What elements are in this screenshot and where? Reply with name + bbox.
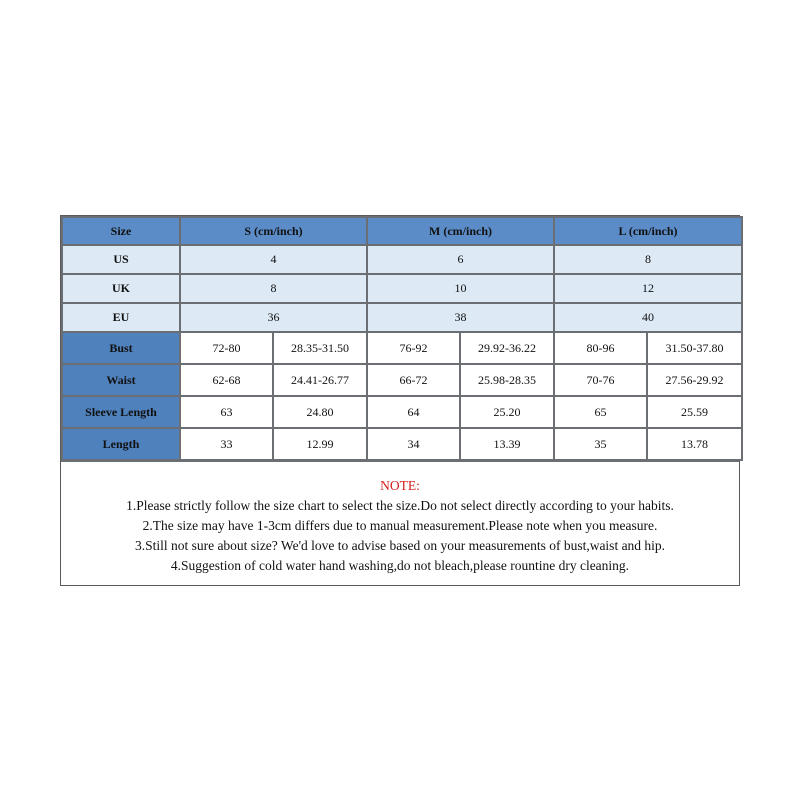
cell: 25.20 bbox=[460, 396, 554, 428]
row-label: Length bbox=[62, 428, 180, 460]
cell: 6 bbox=[367, 245, 554, 274]
cell: 33 bbox=[180, 428, 273, 460]
cell: 76-92 bbox=[367, 332, 460, 364]
cell: 63 bbox=[180, 396, 273, 428]
cell: 27.56-29.92 bbox=[647, 364, 742, 396]
row-label: Waist bbox=[62, 364, 180, 396]
cell: 25.59 bbox=[647, 396, 742, 428]
row-length bbox=[62, 428, 742, 460]
cell: 8 bbox=[554, 245, 742, 274]
row-label: UK bbox=[62, 274, 180, 303]
row-label: Bust bbox=[62, 332, 180, 364]
cell: 24.41-26.77 bbox=[273, 364, 367, 396]
row-label: US bbox=[62, 245, 180, 274]
cell: 36 bbox=[180, 303, 367, 332]
cell: 29.92-36.22 bbox=[460, 332, 554, 364]
row-sleeve-length bbox=[62, 396, 742, 428]
note-title: NOTE: bbox=[380, 478, 420, 493]
header-row bbox=[62, 217, 742, 245]
cell: 8 bbox=[180, 274, 367, 303]
cell: 72-80 bbox=[180, 332, 273, 364]
cell: 38 bbox=[367, 303, 554, 332]
cell: 34 bbox=[367, 428, 460, 460]
row-eu bbox=[62, 303, 742, 332]
note-line: 3.Still not sure about size? We'd love to advise based on your measurements of bust,waist and hip. bbox=[134, 538, 666, 553]
cell: 28.35-31.50 bbox=[273, 332, 367, 364]
cell: 70-76 bbox=[554, 364, 647, 396]
cell: 66-72 bbox=[367, 364, 460, 396]
cell: 80-96 bbox=[554, 332, 647, 364]
cell: 4 bbox=[180, 245, 367, 274]
cell: 12.99 bbox=[273, 428, 367, 460]
cell: 24.80 bbox=[273, 396, 367, 428]
size-chart bbox=[60, 215, 740, 586]
note-line: 1.Please strictly follow the size chart to select the size.Do not select directly according to your habits. bbox=[126, 498, 674, 513]
header-m: M (cm/inch) bbox=[367, 217, 554, 245]
row-label: EU bbox=[62, 303, 180, 332]
size-table bbox=[61, 216, 743, 461]
row-waist bbox=[62, 364, 742, 396]
header-l: L (cm/inch) bbox=[554, 217, 742, 245]
cell: 65 bbox=[554, 396, 647, 428]
header-size: Size bbox=[62, 217, 180, 245]
cell: 13.78 bbox=[647, 428, 742, 460]
note-line: 2.The size may have 1-3cm differs due to manual measurement.Please note when you measure. bbox=[142, 518, 658, 533]
note-section bbox=[61, 461, 739, 585]
cell: 62-68 bbox=[180, 364, 273, 396]
row-bust bbox=[62, 332, 742, 364]
row-label: Sleeve Length bbox=[62, 396, 180, 428]
cell: 64 bbox=[367, 396, 460, 428]
cell: 40 bbox=[554, 303, 742, 332]
note-line: 4.Suggestion of cold water hand washing,do not bleach,please rountine dry cleaning. bbox=[170, 558, 630, 573]
row-us bbox=[62, 245, 742, 274]
cell: 35 bbox=[554, 428, 647, 460]
cell: 12 bbox=[554, 274, 742, 303]
header-s: S (cm/inch) bbox=[180, 217, 367, 245]
row-uk bbox=[62, 274, 742, 303]
cell: 13.39 bbox=[460, 428, 554, 460]
cell: 31.50-37.80 bbox=[647, 332, 742, 364]
cell: 25.98-28.35 bbox=[460, 364, 554, 396]
cell: 10 bbox=[367, 274, 554, 303]
